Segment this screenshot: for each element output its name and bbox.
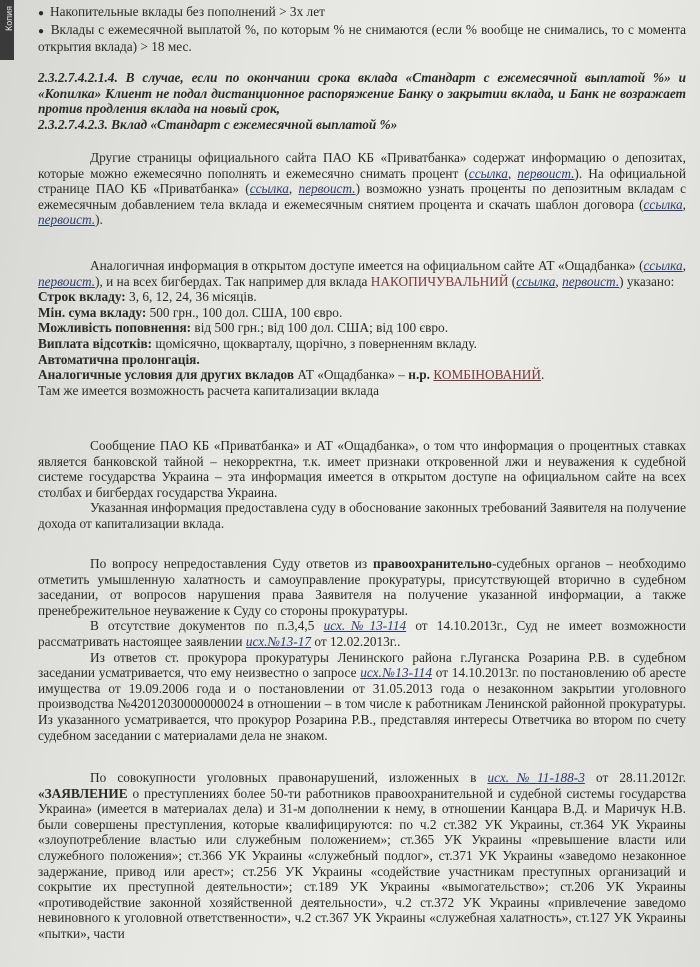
clause-1: 2.3.2.7.4.2.1.4. В случае, если по окончании срока вклада «Стандарт с ежемесячной выплатой %» и «Копилка» Клиент не подал дистанционное распоряжение Банку о закрытии вклада, и Банк не возражает против продления вклада на новый срок, bbox=[38, 70, 686, 117]
text: Аналогичные условия для других вкладов bbox=[38, 367, 295, 383]
text: , bbox=[288, 181, 299, 197]
text: ) возможно узнать проценты по депозитным вкладам с ежемесячным добавлением тела вклада и ежемесячным снятием процента и скачать шаблон договора ( bbox=[38, 181, 686, 212]
page-edge-tab bbox=[0, 0, 14, 60]
link[interactable]: ссылка bbox=[643, 258, 683, 273]
text: правоохранительно bbox=[372, 556, 492, 571]
text: от 14.10.2013г., Суд не имеет возможности рассматривать настоящее заявлении bbox=[38, 618, 687, 649]
text: АТ «Ощадбанка» – bbox=[294, 367, 409, 383]
edge-label: Копия bbox=[4, 6, 14, 32]
text: . bbox=[541, 367, 545, 383]
link[interactable]: ссылка bbox=[643, 196, 683, 212]
text: ) указано: bbox=[619, 273, 675, 289]
term-row bbox=[38, 289, 686, 305]
text: от 28.11.2012г. bbox=[584, 770, 686, 785]
deposit-name: НАКОПИЧУВАЛЬНИЙ bbox=[370, 273, 509, 289]
link[interactable]: КОМБІНОВАНИЙ bbox=[433, 367, 542, 383]
text: Из ответов ст. прокурора прокуратуры Ленинского района г.Луганска Розарина Р.В. в судебном заседании усматривается, что ему неизвестно о запросе bbox=[38, 649, 686, 681]
term-label: Строк вкладу: bbox=[38, 289, 126, 305]
text: -судебных органов – необходимо отметить умышленную халатность и самоуправление прокуратуры, присутствующей вторично в судебном заседании, от вопросов нарушения права Заявителя на получение указанной информации, а также пренебрежительное неуважение к Суду со стороны прокуратуры. bbox=[38, 556, 686, 618]
link[interactable]: первоист. bbox=[298, 181, 356, 197]
text: Указанная информация предоставлена суду в обоснование законных требований Заявителя на получение дохода от капитализации вклада. bbox=[38, 500, 686, 531]
paragraph-crimes bbox=[38, 770, 686, 942]
text: , bbox=[682, 258, 686, 273]
text: Сообщение ПАО КБ «Приватбанка» и АТ «Ощадбанка», о том что информация о процентных ставках является банковской тайной – некорректна, т.к. имеет признаки откровенной лжи и неуважения к судебной системе государства Украина – эта информация имеется в открытом доступе на официальном сайте на всех столбах и бигбердах государства Украина. bbox=[38, 438, 686, 500]
auto-prolongation: Автоматична пролонгація. bbox=[38, 351, 200, 367]
term-value: від 500 грн.; від 100 дол. США; від 100 євро. bbox=[191, 320, 449, 336]
text: н.р. bbox=[408, 367, 431, 383]
text: Аналогичная информация в открытом доступе имеется на официальном сайте АТ «Ощадбанка» ( bbox=[90, 258, 644, 273]
text: от 12.02.2013г.. bbox=[311, 633, 401, 649]
term-value: 500 грн., 100 дол. США, 100 євро. bbox=[146, 304, 343, 320]
clauses bbox=[38, 70, 686, 132]
bullet-item: ● Накопительные вклады без пополнений > 3х лет bbox=[38, 4, 686, 22]
clause-2: 2.3.2.7.4.2.3. Вклад «Стандарт с ежемесячной выплатой %» bbox=[38, 116, 398, 132]
bullet-list bbox=[38, 4, 686, 55]
term-value: щомісячно, щокварталу, щорічно, з поверненням вкладу. bbox=[152, 335, 477, 351]
link[interactable]: первоист. bbox=[517, 165, 575, 181]
other-terms bbox=[38, 367, 686, 383]
text: ). bbox=[574, 165, 583, 181]
link[interactable]: первоист. bbox=[38, 212, 96, 228]
link[interactable]: исх.№11-188-3 bbox=[487, 770, 585, 785]
link[interactable]: первоист. bbox=[562, 273, 620, 289]
text: По совокупности уголовных правонарушений, изложенных в bbox=[90, 770, 488, 785]
term-row bbox=[38, 336, 686, 352]
paragraph-question bbox=[38, 556, 686, 743]
paragraph-bank-secret bbox=[38, 438, 686, 532]
link[interactable]: ссылка bbox=[249, 181, 289, 197]
link[interactable]: ссылка bbox=[516, 273, 556, 289]
term-row bbox=[38, 320, 686, 336]
text: о преступлениях более 50-ти работников правоохранительной и судебной системы государства Украина» (имеется в материалах дела) и 31-м дополнении к нему, в отношении Канцара В.Д. и Маричук Н.В. были совершены преступления, которые квалифицируются: по ч.2 ст.382 УК Украины, ст.364 УК Украины «злоупотребление властью или служебным положением»; ст.365 УК Украины «превышение власти или служебного положения»; ст.366 УК Украины «служебный подлог», ст.371 УК Украины «заведомо незаконное задержание, привод или арест»; ст.256 УК Украины «содействие участникам преступных организаций и сокрытие их преступной деятельности»; ст.189 УК Украины «вымогательство»; ст.206 УК Украины «противодействие законной хозяйственной деятельности», ч.2 ст.372 УК Украины «привлечение заведомо невиновного к уголовной ответственности», ч.2 ст.367 УК Украины «служебная халатность», ст.127 УК Украины «пытки», части bbox=[38, 785, 686, 941]
text: В отсутствие документов по п.3,4,5 bbox=[90, 618, 324, 634]
link[interactable]: исх.№13-17 bbox=[245, 633, 312, 649]
term-label: Мін. сума вкладу: bbox=[38, 304, 147, 320]
link[interactable]: ссылка bbox=[468, 165, 508, 181]
bullet-item: ● Вклады с ежемесячной выплатой %, по которым % не снимаются (если % вообще не снимались, то с момента открытия вклада) > 18 мес. bbox=[38, 22, 686, 55]
link[interactable]: исх.№13-114 bbox=[360, 665, 432, 681]
term-label: Можливість поповнення: bbox=[38, 320, 192, 336]
term-value: 3, 6, 12, 24, 36 місяців. bbox=[125, 289, 257, 305]
text: Другие страницы официального сайта ПАО КБ «Приватбанка» содержат информацию о депозитах, которые можно ежемесячно пополнять и ежемесячно снимать процент ( bbox=[38, 150, 686, 181]
text: от 14.10.2013г. по постановлению об аресте имущества от 19.09.2006 года и о постановлении от 31.05.2013 года о незаконном закрытии уголовного производства №42012030000000024 в отношении – в том числе к работникам Ленинской районной прокуратуры. Из указанного усматривается, что прокурор Розарина Р.В., представляя интересы Ответчика во втором по счету судебном заседании с материалами дела не знаком. bbox=[38, 665, 686, 743]
text: ( bbox=[508, 273, 517, 289]
term-label: Виплата відсотків: bbox=[38, 335, 153, 351]
term-row bbox=[38, 305, 686, 321]
text: , bbox=[682, 196, 686, 212]
paragraph-oschadbank bbox=[38, 258, 686, 398]
text: «ЗАЯВЛЕНИЕ bbox=[38, 785, 128, 801]
text: ). bbox=[95, 212, 103, 228]
text: , bbox=[555, 273, 563, 289]
paragraph-privatbank bbox=[38, 150, 686, 228]
capitalization-note: Там же имеется возможность расчета капитализации вклада bbox=[38, 382, 380, 398]
text: На официальной странице ПАО КБ «Приватбанка» ( bbox=[38, 165, 686, 197]
text: ), и на всех бигбердах. Так например для вклада bbox=[95, 273, 371, 289]
text: , bbox=[507, 165, 518, 181]
text: По вопросу непредоставления Суду ответов из bbox=[90, 556, 373, 571]
link[interactable]: исх.№13-114 bbox=[323, 618, 407, 634]
link[interactable]: первоист. bbox=[38, 273, 96, 289]
